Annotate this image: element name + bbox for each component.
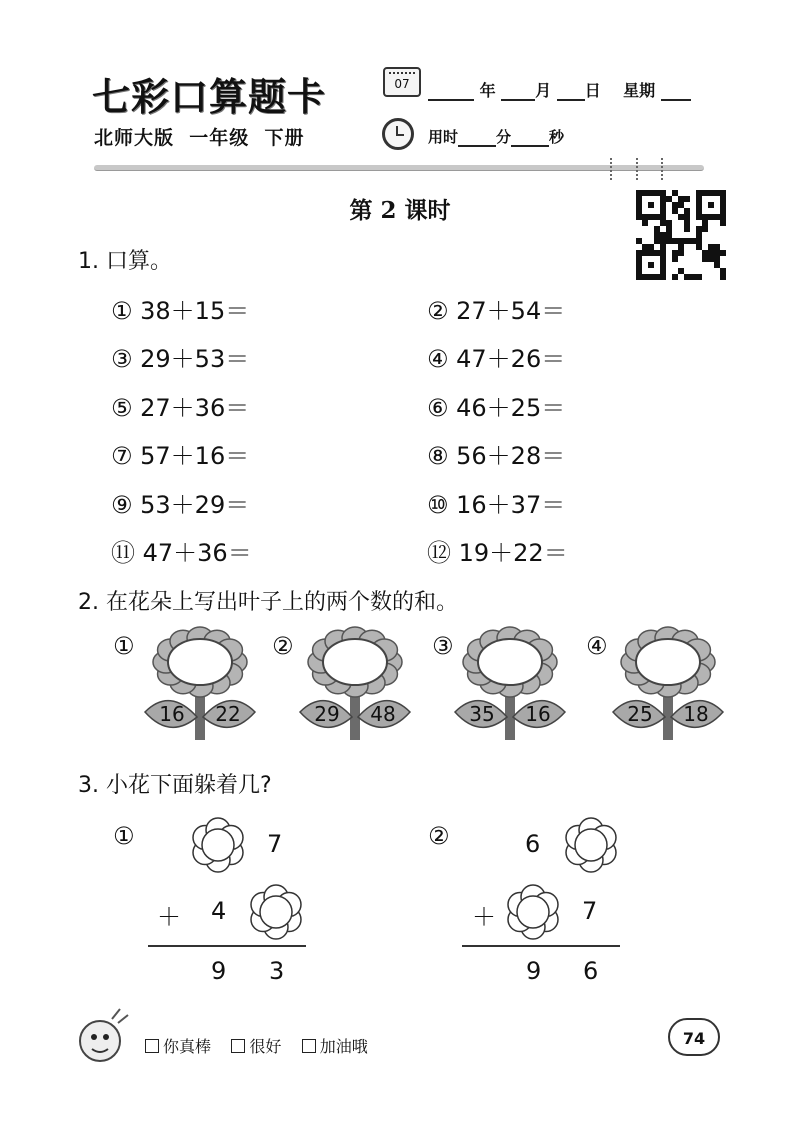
rating-checkbox[interactable] bbox=[231, 1039, 245, 1053]
q3-label: ① bbox=[113, 822, 135, 850]
hidden-digit-flower bbox=[251, 885, 301, 939]
left-leaf-number: 29 bbox=[314, 702, 340, 726]
left-leaf-number: 16 bbox=[159, 702, 185, 726]
page-number: 74 bbox=[668, 1018, 720, 1056]
rating-label: 很好 bbox=[249, 1037, 282, 1056]
minutes-label: 分 bbox=[496, 128, 512, 146]
right-leaf-number: 22 bbox=[215, 702, 241, 726]
flower-center bbox=[517, 896, 549, 928]
hidden-digit-flower bbox=[566, 818, 616, 872]
right-leaf-number: 48 bbox=[370, 702, 396, 726]
flower-center bbox=[260, 896, 292, 928]
hidden-digit-flower bbox=[508, 885, 558, 939]
q3-result-tens: 9 bbox=[211, 957, 227, 985]
q3-label: ② bbox=[428, 822, 450, 850]
flower bbox=[455, 627, 565, 740]
seconds-label: 秒 bbox=[549, 128, 565, 146]
hidden-digit-flower bbox=[193, 818, 243, 872]
q1-item: ⑥ 46＋25＝ bbox=[427, 394, 566, 422]
rating-options bbox=[145, 1034, 368, 1057]
q3-result-ones: 6 bbox=[583, 957, 599, 985]
q3-sum-line bbox=[148, 945, 306, 947]
lesson-title: 第 2 课时 bbox=[349, 197, 451, 224]
right-leaf-number: 18 bbox=[683, 702, 709, 726]
q3-title: 3. 小花下面躲着几? bbox=[78, 773, 272, 798]
flower-answer-area bbox=[323, 639, 387, 685]
right-leaf-number: 16 bbox=[525, 702, 551, 726]
rating-checkbox[interactable] bbox=[302, 1039, 316, 1053]
brand-title: 七彩口算题卡 bbox=[92, 74, 327, 119]
flower-label: ④ bbox=[586, 632, 608, 660]
flower bbox=[613, 627, 723, 740]
q3-plus: ＋ bbox=[157, 903, 181, 931]
q1-item: ⑤ 27＋36＝ bbox=[111, 394, 250, 422]
time-label: 用时 bbox=[428, 128, 459, 146]
q3-top-digit: 6 bbox=[525, 830, 541, 858]
flower-center bbox=[202, 829, 234, 861]
flower-label: ③ bbox=[432, 632, 454, 660]
q3-plus: ＋ bbox=[472, 903, 496, 931]
flower bbox=[145, 627, 255, 740]
q1-item: ③ 29＋53＝ bbox=[111, 345, 250, 373]
q3-mid-digit: 7 bbox=[582, 897, 598, 925]
q1-item: ⑦ 57＋16＝ bbox=[111, 442, 250, 470]
flower-label: ② bbox=[272, 632, 294, 660]
q3-mid-digit: 4 bbox=[211, 897, 227, 925]
flower-answer-area bbox=[478, 639, 542, 685]
q1-item: ⑧ 56＋28＝ bbox=[427, 442, 566, 470]
rating-label: 加油哦 bbox=[319, 1037, 368, 1056]
flower-label: ① bbox=[113, 632, 135, 660]
mascot-icon bbox=[70, 1005, 134, 1069]
q1-item: ⑫ 19＋22＝ bbox=[427, 539, 568, 567]
q3-result-ones: 3 bbox=[269, 957, 285, 985]
edition-label: 北师大版 一年级 下册 bbox=[94, 127, 305, 149]
q1-item: ⑪ 47＋36＝ bbox=[111, 539, 252, 567]
q1-item: ⑩ 16＋37＝ bbox=[427, 491, 566, 519]
flower-answer-area bbox=[636, 639, 700, 685]
flower-center bbox=[575, 829, 607, 861]
left-leaf-number: 35 bbox=[469, 702, 495, 726]
rating-label: 你真棒 bbox=[163, 1037, 212, 1056]
month-label: 月 bbox=[535, 81, 552, 100]
left-leaf-number: 25 bbox=[627, 702, 653, 726]
q1-title: 1. 口算。 bbox=[78, 249, 172, 274]
year-label: 年 bbox=[479, 81, 496, 100]
q1-item: ④ 47＋26＝ bbox=[427, 345, 566, 373]
flower-answer-area bbox=[168, 639, 232, 685]
week-label: 星期 bbox=[623, 81, 656, 100]
q1-item: ② 27＋54＝ bbox=[427, 297, 566, 325]
q1-item: ⑨ 53＋29＝ bbox=[111, 491, 250, 519]
calendar-icon-text: 07 bbox=[394, 77, 410, 91]
day-label: 日 bbox=[584, 81, 601, 100]
q2-title: 2. 在花朵上写出叶子上的两个数的和。 bbox=[78, 590, 458, 615]
q3-top-digit: 7 bbox=[267, 830, 283, 858]
q1-item: ① 38＋15＝ bbox=[111, 297, 250, 325]
rating-checkbox[interactable] bbox=[145, 1039, 159, 1053]
q3-sum-line bbox=[462, 945, 620, 947]
flower bbox=[300, 627, 410, 740]
q3-result-tens: 9 bbox=[526, 957, 542, 985]
